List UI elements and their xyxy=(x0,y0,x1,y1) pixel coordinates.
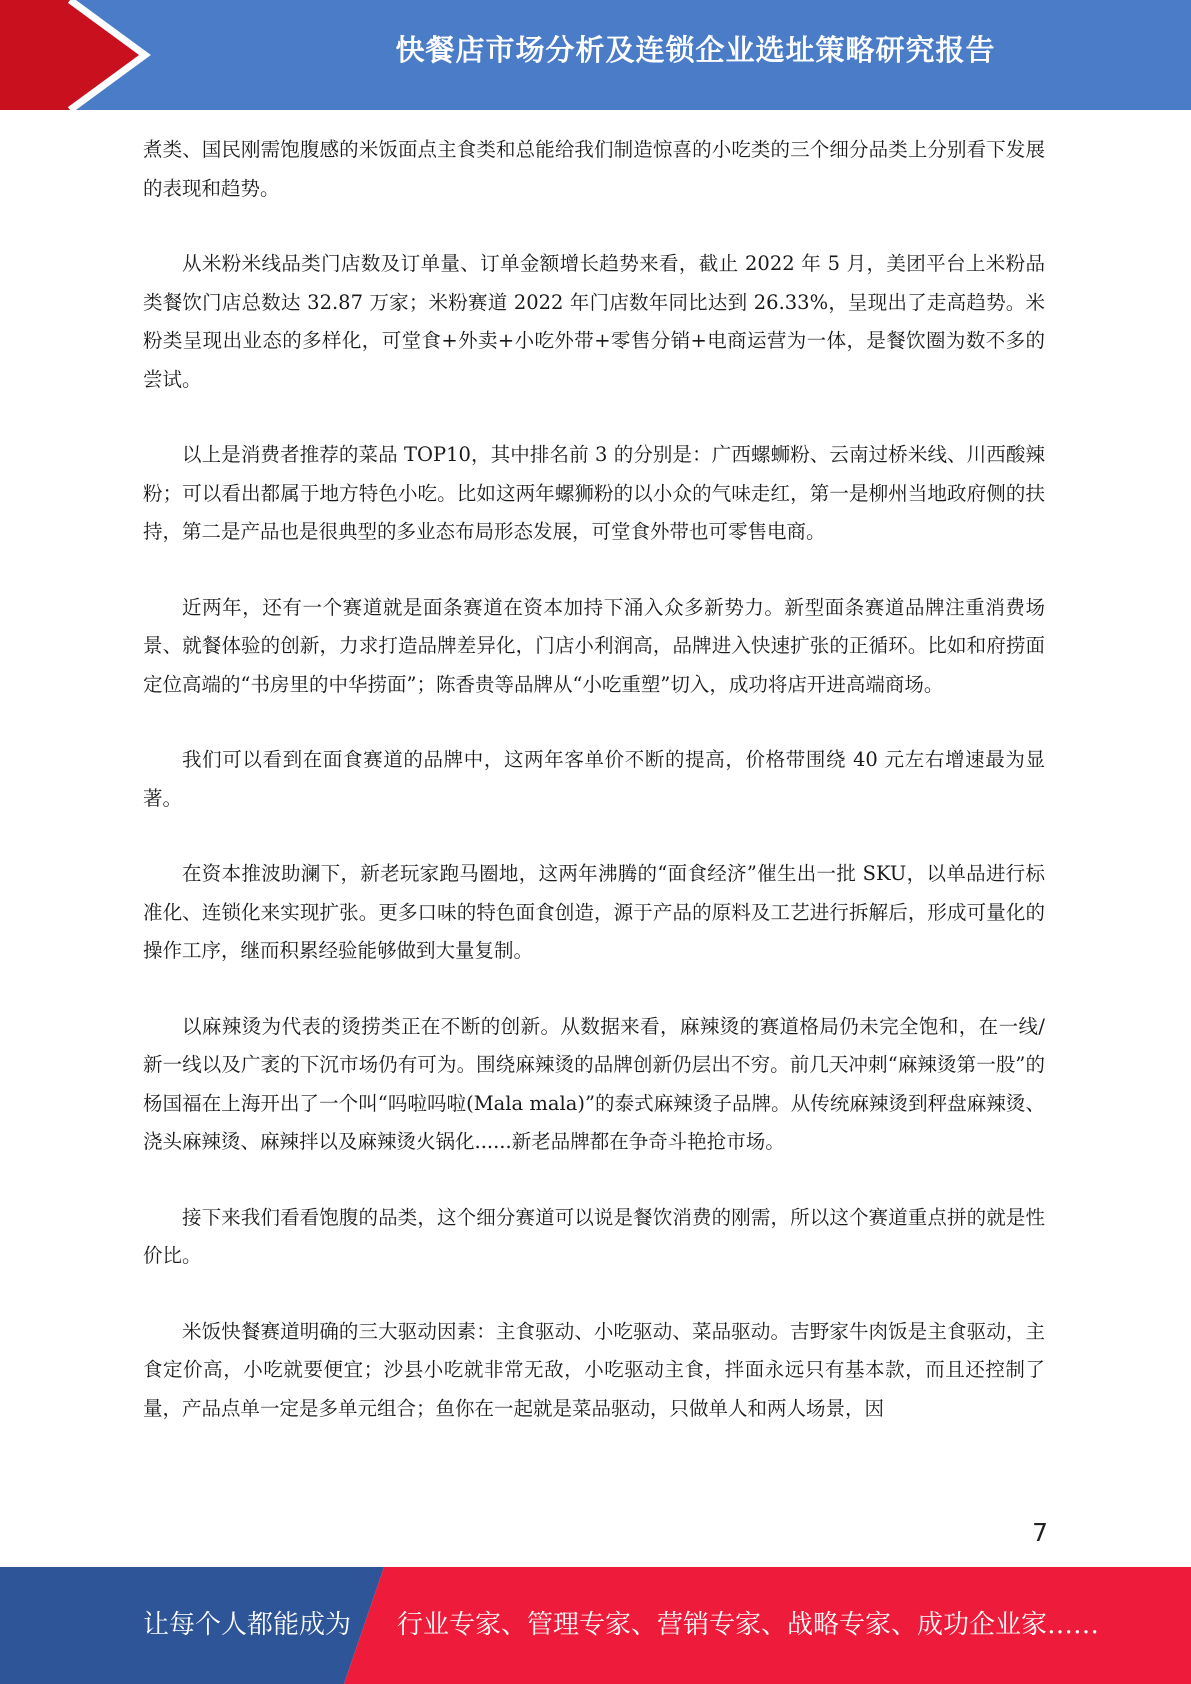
report-title: 快餐店市场分析及连锁企业选址策略研究报告 xyxy=(395,33,996,67)
paragraph: 近两年，还有一个赛道就是面条赛道在资本加持下涌入众多新势力。新型面条赛道品牌注重消费场景、就餐体验的创新，力求打造品牌差异化，门店小利润高，品牌进入快速扩张的正循环。比如和府捞面定位高端的“书房里的中华捞面”；陈香贵等品牌从“小吃重塑”切入，成功将店开进高端商场。 xyxy=(143,595,1045,696)
page-number: 7 xyxy=(1032,1518,1048,1547)
paragraph: 以上是消费者推荐的菜品 TOP10，其中排名前 3 的分别是：广西螺蛳粉、云南过桥米线、川西酸辣粉；可以看出都属于地方特色小吃。比如这两年螺狮粉的以小众的气味走红，第一是柳州当地政府侧的扶持，第二是产品也是很典型的多业态布局形态发展，可堂食外带也可零售电商。 xyxy=(143,443,1045,543)
paragraph: 在资本推波助澜下，新老玩家跑马圈地，这两年沸腾的“面食经济”催生出一批 SKU，以单品进行标准化、连锁化来实现扩张。更多口味的特色面食创造，源于产品的原料及工艺进行拆解后，形成可量化的操作工序，继而积累经验能够做到大量复制。 xyxy=(143,862,1045,962)
paragraph: 我们可以看到在面食赛道的品牌中，这两年客单价不断的提高，价格带围绕 40 元左右增速最为显著。 xyxy=(143,748,1045,810)
paragraph: 从米粉米线品类门店数及订单量、订单金额增长趋势来看，截止 2022 年 5 月，美团平台上米粉品类餐饮门店总数达 32.87 万家；米粉赛道 2022 年门店数年同比达到 26.33%，呈现出了走高趋势。米粉类呈现出业态的多样化，可堂食+外卖+小吃外带+零售分销+电商运营为一体，是餐饮圈为数不多的尝试。 xyxy=(143,252,1045,391)
footer-slogan-right: 行业专家、管理专家、营销专家、战略专家、成功企业家…… xyxy=(397,1610,1100,1640)
paragraph: 接下来我们看看饱腹的品类，这个细分赛道可以说是餐饮消费的刚需，所以这个赛道重点拼的就是性价比。 xyxy=(143,1205,1045,1267)
body-content xyxy=(143,131,1045,1465)
paragraph: 以麻辣烫为代表的烫捞类正在不断的创新。从数据来看，麻辣烫的赛道格局仍未完全饱和，在一线/新一线以及广袤的下沉市场仍有可为。围绕麻辣烫的品牌创新仍层出不穷。前几天冲刺“麻辣烫第一股”的杨国福在上海开出了一个叫“吗啦吗啦(Mala mala)”的泰式麻辣烫子品牌。从传统麻辣烫到秤盘麻辣烫、浇头麻辣烫、麻辣拌以及麻辣烫火锅化......新老品牌都在争奇斗艳抢市场。 xyxy=(143,1014,1045,1153)
paragraph: 煮类、国民刚需饱腹感的米饭面点主食类和总能给我们制造惊喜的小吃类的三个细分品类上分别看下发展的表现和趋势。 xyxy=(143,138,1045,200)
paragraph: 米饭快餐赛道明确的三大驱动因素：主食驱动、小吃驱动、菜品驱动。吉野家牛肉饭是主食驱动，主食定价高，小吃就要便宜；沙县小吃就非常无敌，小吃驱动主食，拌面永远只有基本款，而且还控制了量，产品点单一定是多单元组合；鱼你在一起就是菜品驱动，只做单人和两人场景，因 xyxy=(143,1319,1045,1420)
page-header xyxy=(0,0,1191,110)
page-footer xyxy=(0,1567,1191,1684)
footer-slogan-left: 让每个人都能成为 xyxy=(143,1610,352,1640)
